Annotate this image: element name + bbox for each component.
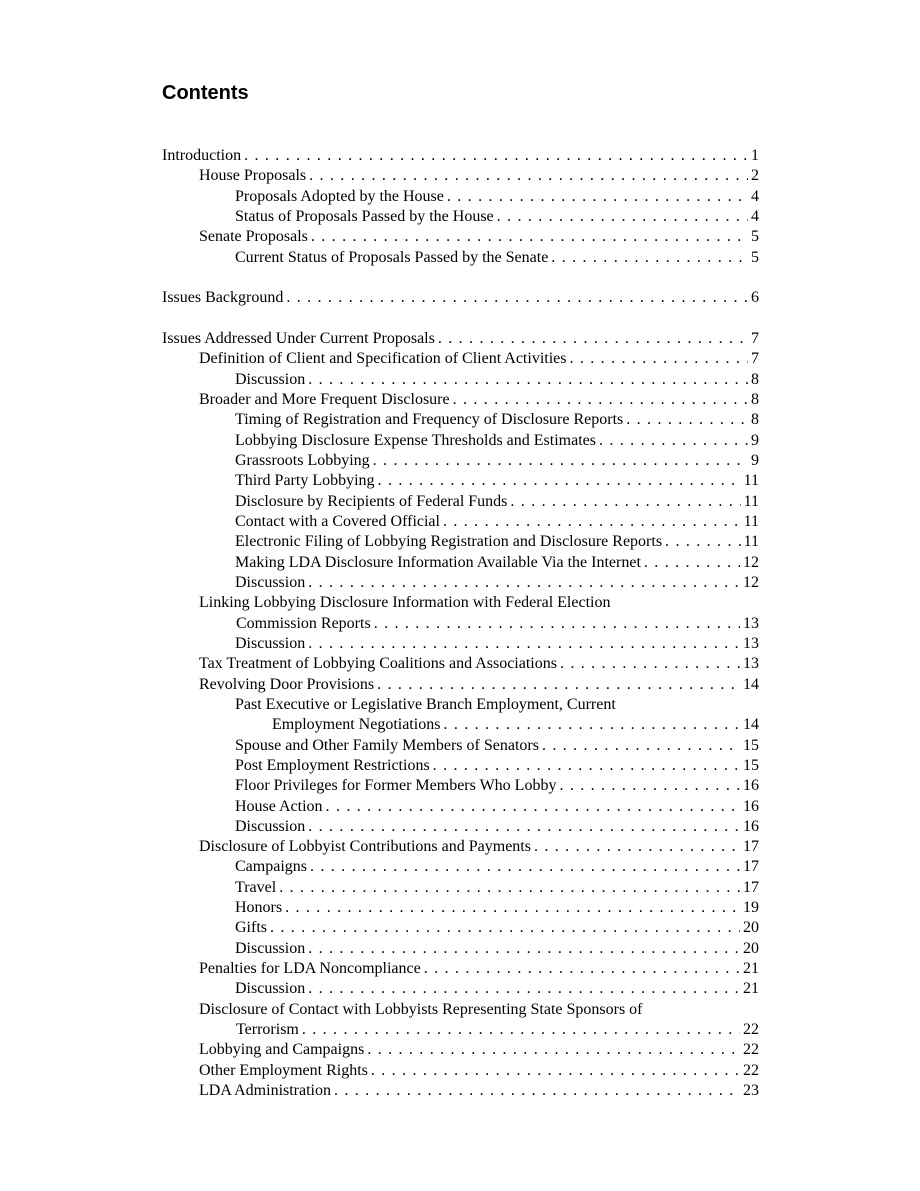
toc-entry-title-line2: Commission Reports <box>236 614 371 632</box>
toc-page-number: 21 <box>743 960 759 978</box>
toc-entry-title: Disclosure by Recipients of Federal Funds <box>235 492 508 510</box>
toc-entry-discussion[interactable] <box>162 573 759 593</box>
dot-leader <box>308 370 748 390</box>
toc-page-number: 4 <box>751 207 759 225</box>
toc-entry-title: Contact with a Covered Official <box>235 512 440 530</box>
dot-leader <box>334 1081 740 1101</box>
dot-leader <box>443 715 740 735</box>
toc-entry-title: Timing of Registration and Frequency of Disclosure Reports <box>235 411 624 429</box>
page-title: Contents <box>162 82 249 104</box>
toc-entry-lobbying-campaigns[interactable] <box>162 1040 759 1060</box>
toc-page-number: 8 <box>751 370 759 388</box>
toc-page-number: 15 <box>743 756 759 774</box>
toc-entry-discussion[interactable] <box>162 370 759 390</box>
dot-leader <box>424 959 740 979</box>
toc-page-number: 13 <box>743 634 759 652</box>
toc-entry-title: Other Employment Rights <box>199 1061 368 1079</box>
toc-entry-expense-thresholds[interactable] <box>162 431 759 451</box>
toc-entry-discussion[interactable] <box>162 817 759 837</box>
dot-leader <box>534 837 740 857</box>
toc-entry-title: Discussion <box>235 980 306 998</box>
toc-page-number: 12 <box>743 553 759 571</box>
toc-entry-title: Making LDA Disclosure Information Available Via the Internet <box>235 553 641 571</box>
toc-entry-title: Discussion <box>235 939 306 957</box>
toc-page-number: 17 <box>743 878 759 896</box>
toc-entry-house-action[interactable] <box>162 797 759 817</box>
toc-entry-title: Honors <box>235 899 283 917</box>
dot-leader <box>447 187 748 207</box>
toc-page-number: 9 <box>751 451 759 469</box>
dot-leader <box>665 532 741 552</box>
toc-entry-title: House Proposals <box>199 167 307 185</box>
toc-entry-federal-funds[interactable] <box>162 492 759 512</box>
dot-leader <box>308 634 740 654</box>
dot-leader <box>560 654 740 674</box>
toc-entry-title: House Action <box>235 797 323 815</box>
toc-entry-title: Penalties for LDA Noncompliance <box>199 960 421 978</box>
dot-leader <box>371 1061 740 1081</box>
toc-entry-title-line1: Past Executive or Legislative Branch Employment, Current <box>235 695 616 713</box>
toc-entry-title: Definition of Client and Specification of Client Activities <box>199 350 567 368</box>
toc-entry-issues-addressed[interactable] <box>162 329 759 349</box>
toc-page-number: 17 <box>743 858 759 876</box>
dot-leader <box>308 939 740 959</box>
dot-leader <box>326 797 740 817</box>
dot-leader <box>286 288 748 308</box>
toc-entry-tax-treatment[interactable] <box>162 654 759 674</box>
toc-entry-revolving-door[interactable] <box>162 675 759 695</box>
toc-page-number: 9 <box>751 431 759 449</box>
dot-leader <box>443 512 741 532</box>
toc-entry-title: Discussion <box>235 573 306 591</box>
dot-leader <box>433 756 740 776</box>
toc-page-number: 11 <box>743 472 759 490</box>
toc-entry-senate-proposals[interactable] <box>162 227 759 247</box>
toc-entry-status-senate[interactable] <box>162 248 759 268</box>
toc-entry-title: Discussion <box>235 817 306 835</box>
toc-page-number: 22 <box>743 1021 759 1039</box>
toc-entry-covered-official[interactable] <box>162 512 759 532</box>
toc-entry-title: Discussion <box>235 370 306 388</box>
toc-entry-lobbyist-contributions[interactable] <box>162 837 759 857</box>
toc-entry-spouse-family[interactable] <box>162 736 759 756</box>
dot-leader <box>270 918 740 938</box>
toc-entry-status-house[interactable] <box>162 207 759 227</box>
toc-page-number: 20 <box>743 919 759 937</box>
toc-entry-title: Floor Privileges for Former Members Who Lobby <box>235 777 557 795</box>
dot-leader <box>367 1040 740 1060</box>
dot-leader <box>308 573 740 593</box>
toc-page-number: 16 <box>743 797 759 815</box>
toc-page-number: 17 <box>743 838 759 856</box>
dot-leader <box>374 614 740 634</box>
toc-page-number: 22 <box>743 1061 759 1079</box>
toc-entry-title: Lobbying Disclosure Expense Thresholds and Estimates <box>235 431 596 449</box>
toc-entry-honors[interactable] <box>162 898 759 918</box>
toc-page-number: 8 <box>751 390 759 408</box>
toc-entry-title-line2: Terrorism <box>236 1021 299 1039</box>
toc-entry-linking-fec[interactable] <box>162 593 759 634</box>
dot-leader <box>626 410 748 430</box>
dot-leader <box>302 1020 740 1040</box>
toc-entry-title: Spouse and Other Family Members of Senators <box>235 736 539 754</box>
dot-leader <box>244 146 748 166</box>
toc-page-number: 14 <box>743 675 759 693</box>
dot-leader <box>569 349 748 369</box>
toc-entry-title-line1: Linking Lobbying Disclosure Information with Federal Election <box>199 594 611 612</box>
dot-leader <box>311 227 748 247</box>
dot-leader <box>644 553 740 573</box>
toc-entry-title: Travel <box>235 878 277 896</box>
toc-entry-internet-availability[interactable] <box>162 553 759 573</box>
toc-page-number: 4 <box>751 187 759 205</box>
toc-entry-title: Proposals Adopted by the House <box>235 187 444 205</box>
toc-page-number: 21 <box>743 980 759 998</box>
toc-entry-title: Grassroots Lobbying <box>235 451 370 469</box>
toc-entry-title: Senate Proposals <box>199 228 308 246</box>
toc-page-number: 23 <box>743 1082 759 1100</box>
dot-leader <box>308 817 740 837</box>
dot-leader <box>542 736 740 756</box>
dot-leader <box>279 878 740 898</box>
toc-page-number: 14 <box>743 716 759 734</box>
toc-page-number: 6 <box>751 289 759 307</box>
dot-leader <box>510 492 740 512</box>
table-of-contents <box>162 146 759 1101</box>
toc-page-number: 13 <box>743 614 759 632</box>
toc-entry-proposals-adopted[interactable] <box>162 187 759 207</box>
toc-page-number: 8 <box>751 411 759 429</box>
toc-entry-past-employment[interactable] <box>162 695 759 736</box>
toc-entry-title: Discussion <box>235 634 306 652</box>
toc-entry-definition-client[interactable] <box>162 349 759 369</box>
dot-leader <box>453 390 748 410</box>
toc-entry-title: Disclosure of Lobbyist Contributions and Payments <box>199 838 531 856</box>
toc-page-number: 1 <box>751 147 759 164</box>
toc-entry-timing-registration[interactable] <box>162 410 759 430</box>
toc-entry-title: Lobbying and Campaigns <box>199 1041 365 1059</box>
toc-entry-discussion[interactable] <box>162 979 759 999</box>
toc-entry-title-line2: Employment Negotiations <box>272 716 441 734</box>
dot-leader <box>310 857 740 877</box>
toc-page-number: 20 <box>743 939 759 957</box>
toc-entry-title: Tax Treatment of Lobbying Coalitions and Associations <box>199 655 557 673</box>
toc-page-number: 11 <box>743 492 759 510</box>
toc-entry-campaigns[interactable] <box>162 857 759 877</box>
dot-leader <box>378 471 741 491</box>
dot-leader <box>497 207 748 227</box>
toc-entry-title: Post Employment Restrictions <box>235 756 430 774</box>
dot-leader <box>438 329 748 349</box>
toc-entry-title: Campaigns <box>235 858 307 876</box>
toc-page-number: 16 <box>743 777 759 795</box>
toc-entry-discussion[interactable] <box>162 634 759 654</box>
toc-page-number: 22 <box>743 1041 759 1059</box>
toc-entry-introduction[interactable] <box>162 146 759 166</box>
toc-entry-state-sponsors[interactable] <box>162 1000 759 1041</box>
toc-page-number: 15 <box>743 736 759 754</box>
toc-entry-travel[interactable] <box>162 878 759 898</box>
toc-entry-title: Electronic Filing of Lobbying Registration and Disclosure Reports <box>235 533 663 551</box>
toc-entry-title: Issues Background <box>162 289 284 307</box>
toc-entry-broader-disclosure[interactable] <box>162 390 759 410</box>
dot-leader <box>559 776 740 796</box>
toc-page-number: 19 <box>743 899 759 917</box>
dot-leader <box>285 898 740 918</box>
dot-leader <box>308 979 740 999</box>
toc-entry-issues-background[interactable] <box>162 288 759 308</box>
toc-entry-electronic-filing[interactable] <box>162 532 759 552</box>
dot-leader <box>373 451 748 471</box>
toc-page-number: 5 <box>751 248 759 266</box>
toc-page-number: 7 <box>751 350 759 368</box>
toc-entry-employment-rights[interactable] <box>162 1061 759 1081</box>
toc-entry-title: Third Party Lobbying <box>235 472 375 490</box>
toc-page-number: 16 <box>743 817 759 835</box>
toc-entry-title: Current Status of Proposals Passed by the Senate <box>235 248 549 266</box>
toc-entry-discussion[interactable] <box>162 939 759 959</box>
toc-entry-title: Gifts <box>235 919 267 937</box>
dot-leader <box>377 675 740 695</box>
dot-leader <box>599 431 748 451</box>
toc-entry-floor-privileges[interactable] <box>162 776 759 796</box>
toc-entry-gifts[interactable] <box>162 918 759 938</box>
toc-page-number: 12 <box>743 573 759 591</box>
toc-page-number: 11 <box>743 512 759 530</box>
dot-leader <box>309 166 748 186</box>
toc-entry-title: Issues Addressed Under Current Proposals <box>162 329 435 347</box>
toc-entry-title: Broader and More Frequent Disclosure <box>199 390 450 408</box>
toc-entry-title: Status of Proposals Passed by the House <box>235 207 494 225</box>
toc-entry-house-proposals[interactable] <box>162 166 759 186</box>
toc-page-number: 2 <box>751 167 759 185</box>
toc-entry-title: Introduction <box>162 147 242 164</box>
toc-page-number: 7 <box>751 329 759 347</box>
toc-entry-title: Revolving Door Provisions <box>199 675 375 693</box>
toc-entry-post-employment[interactable] <box>162 756 759 776</box>
toc-entry-grassroots[interactable] <box>162 451 759 471</box>
toc-entry-title: LDA Administration <box>199 1082 331 1100</box>
toc-page-number: 13 <box>743 655 759 673</box>
toc-entry-third-party[interactable] <box>162 471 759 491</box>
toc-entry-title-line1: Disclosure of Contact with Lobbyists Representing State Sponsors of <box>199 1000 643 1018</box>
dot-leader <box>551 248 748 268</box>
toc-page-number: 11 <box>743 533 759 551</box>
toc-page-number: 5 <box>751 228 759 246</box>
toc-entry-lda-administration[interactable] <box>162 1081 759 1101</box>
toc-entry-penalties[interactable] <box>162 959 759 979</box>
